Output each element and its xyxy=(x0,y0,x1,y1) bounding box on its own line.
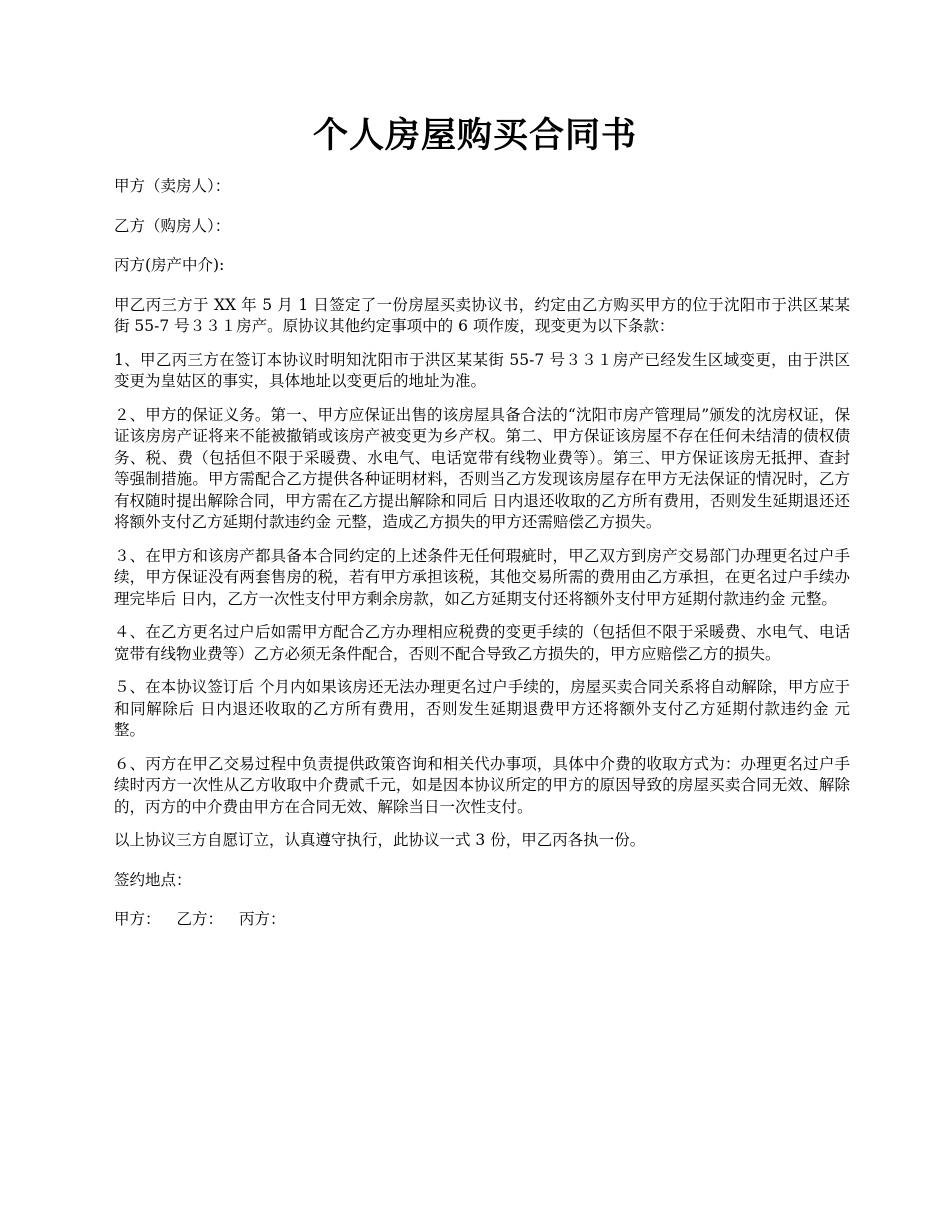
clause-5: ５、在本协议签订后 个月内如果该房还无法办理更名过户手续的，房屋买卖合同关系将自动解除，甲方应于和同解除后 日内退还收取的乙方所有费用，否则发生延期退费甲方还将额外支付乙方延期付款违约金 元整。 xyxy=(114,678,850,739)
signature-party-c: 丙方： xyxy=(239,910,286,928)
clause-4: ４、在乙方更名过户后如需甲方配合乙方办理相应税费的变更手续的（包括但不限于采暖费、水电气、电话宽带有线物业费等）乙方必须无条件配合，否则不配合导致乙方损失的，甲方应赔偿乙方的损失。 xyxy=(114,623,850,663)
clause-2: ２、甲方的保证义务。第一、甲方应保证出售的该房屋具备合法的“沈阳市房产管理局”颁发的沈房权证，保证该房房产证将来不能被撤销或该房产被变更为乡产权。第二、甲方保证该房屋不存在任何未结清的债权债务、税、费（包括但不限于采暖费、水电气、电话宽带有线物业费等）。第三、甲方保证该房无抵押、查封等强制措施。甲方需配合乙方提供各种证明材料，否则当乙方发现该房屋存在甲方无法保证的情况时，乙方有权随时提出解除合同，甲方需在乙方提出解除和同后 日内退还收取的乙方所有费用，否则发生延期退还还将额外支付乙方延期付款违约金 元整，造成乙方损失的甲方还需赔偿乙方损失。 xyxy=(114,405,850,531)
sign-place: 签约地点： xyxy=(114,870,192,889)
signature-party-b: 乙方： xyxy=(176,910,224,928)
document-title: 个人房屋购买合同书 xyxy=(312,115,637,156)
closing-paragraph: 以上协议三方自愿订立，认真遵守执行，此协议一式 3 份，甲乙丙各执一份。 xyxy=(114,831,646,849)
clause-6: ６、丙方在甲乙交易过程中负责提供政策咨询和相关代办事项，具体中介费的收取方式为：办理更名过户手续时丙方一次性从乙方收取中介费贰千元，如是因本协议所定的甲方的原因导致的房屋买卖合同无效、解除的，丙方的中介费由甲方在合同无效、解除当日一次性支付。 xyxy=(114,754,850,816)
party-b-line: 乙方（购房人）： xyxy=(114,216,231,235)
party-a-line: 甲方（卖房人）： xyxy=(114,177,231,195)
intro-paragraph: 甲乙丙三方于 XX 年 5 月 1 日签定了一份房屋买卖协议书，约定由乙方购买甲方的位于沈阳市于洪区某某街 55-7 号３３１房产。原协议其他约定事项中的 6 项作废，现变更为以下条款： xyxy=(114,295,850,335)
signature-line xyxy=(114,909,850,931)
signature-party-a: 甲方： xyxy=(114,910,161,928)
party-c-line: 丙方(房产中介): xyxy=(114,256,225,274)
clause-3: ３、在甲方和该房产都具备本合同约定的上述条件无任何瑕疵时，甲乙双方到房产交易部门办理更名过户手续，甲方保证没有两套售房的税，若有甲方承担该税，其他交易所需的费用由乙方承担，在更名过户手续办理完毕后 日内，乙方一次性支付甲方剩余房款，如乙方延期支付还将额外支付甲方延期付款违约金 元整。 xyxy=(114,546,850,608)
document-body xyxy=(114,176,850,943)
clause-1: 1、甲乙丙三方在签订本协议时明知沈阳市于洪区某某街 55-7 号３３１房产已经发生区域变更，由于洪区变更为皇姑区的事实，具体地址以变更后的地址为准。 xyxy=(114,350,850,390)
